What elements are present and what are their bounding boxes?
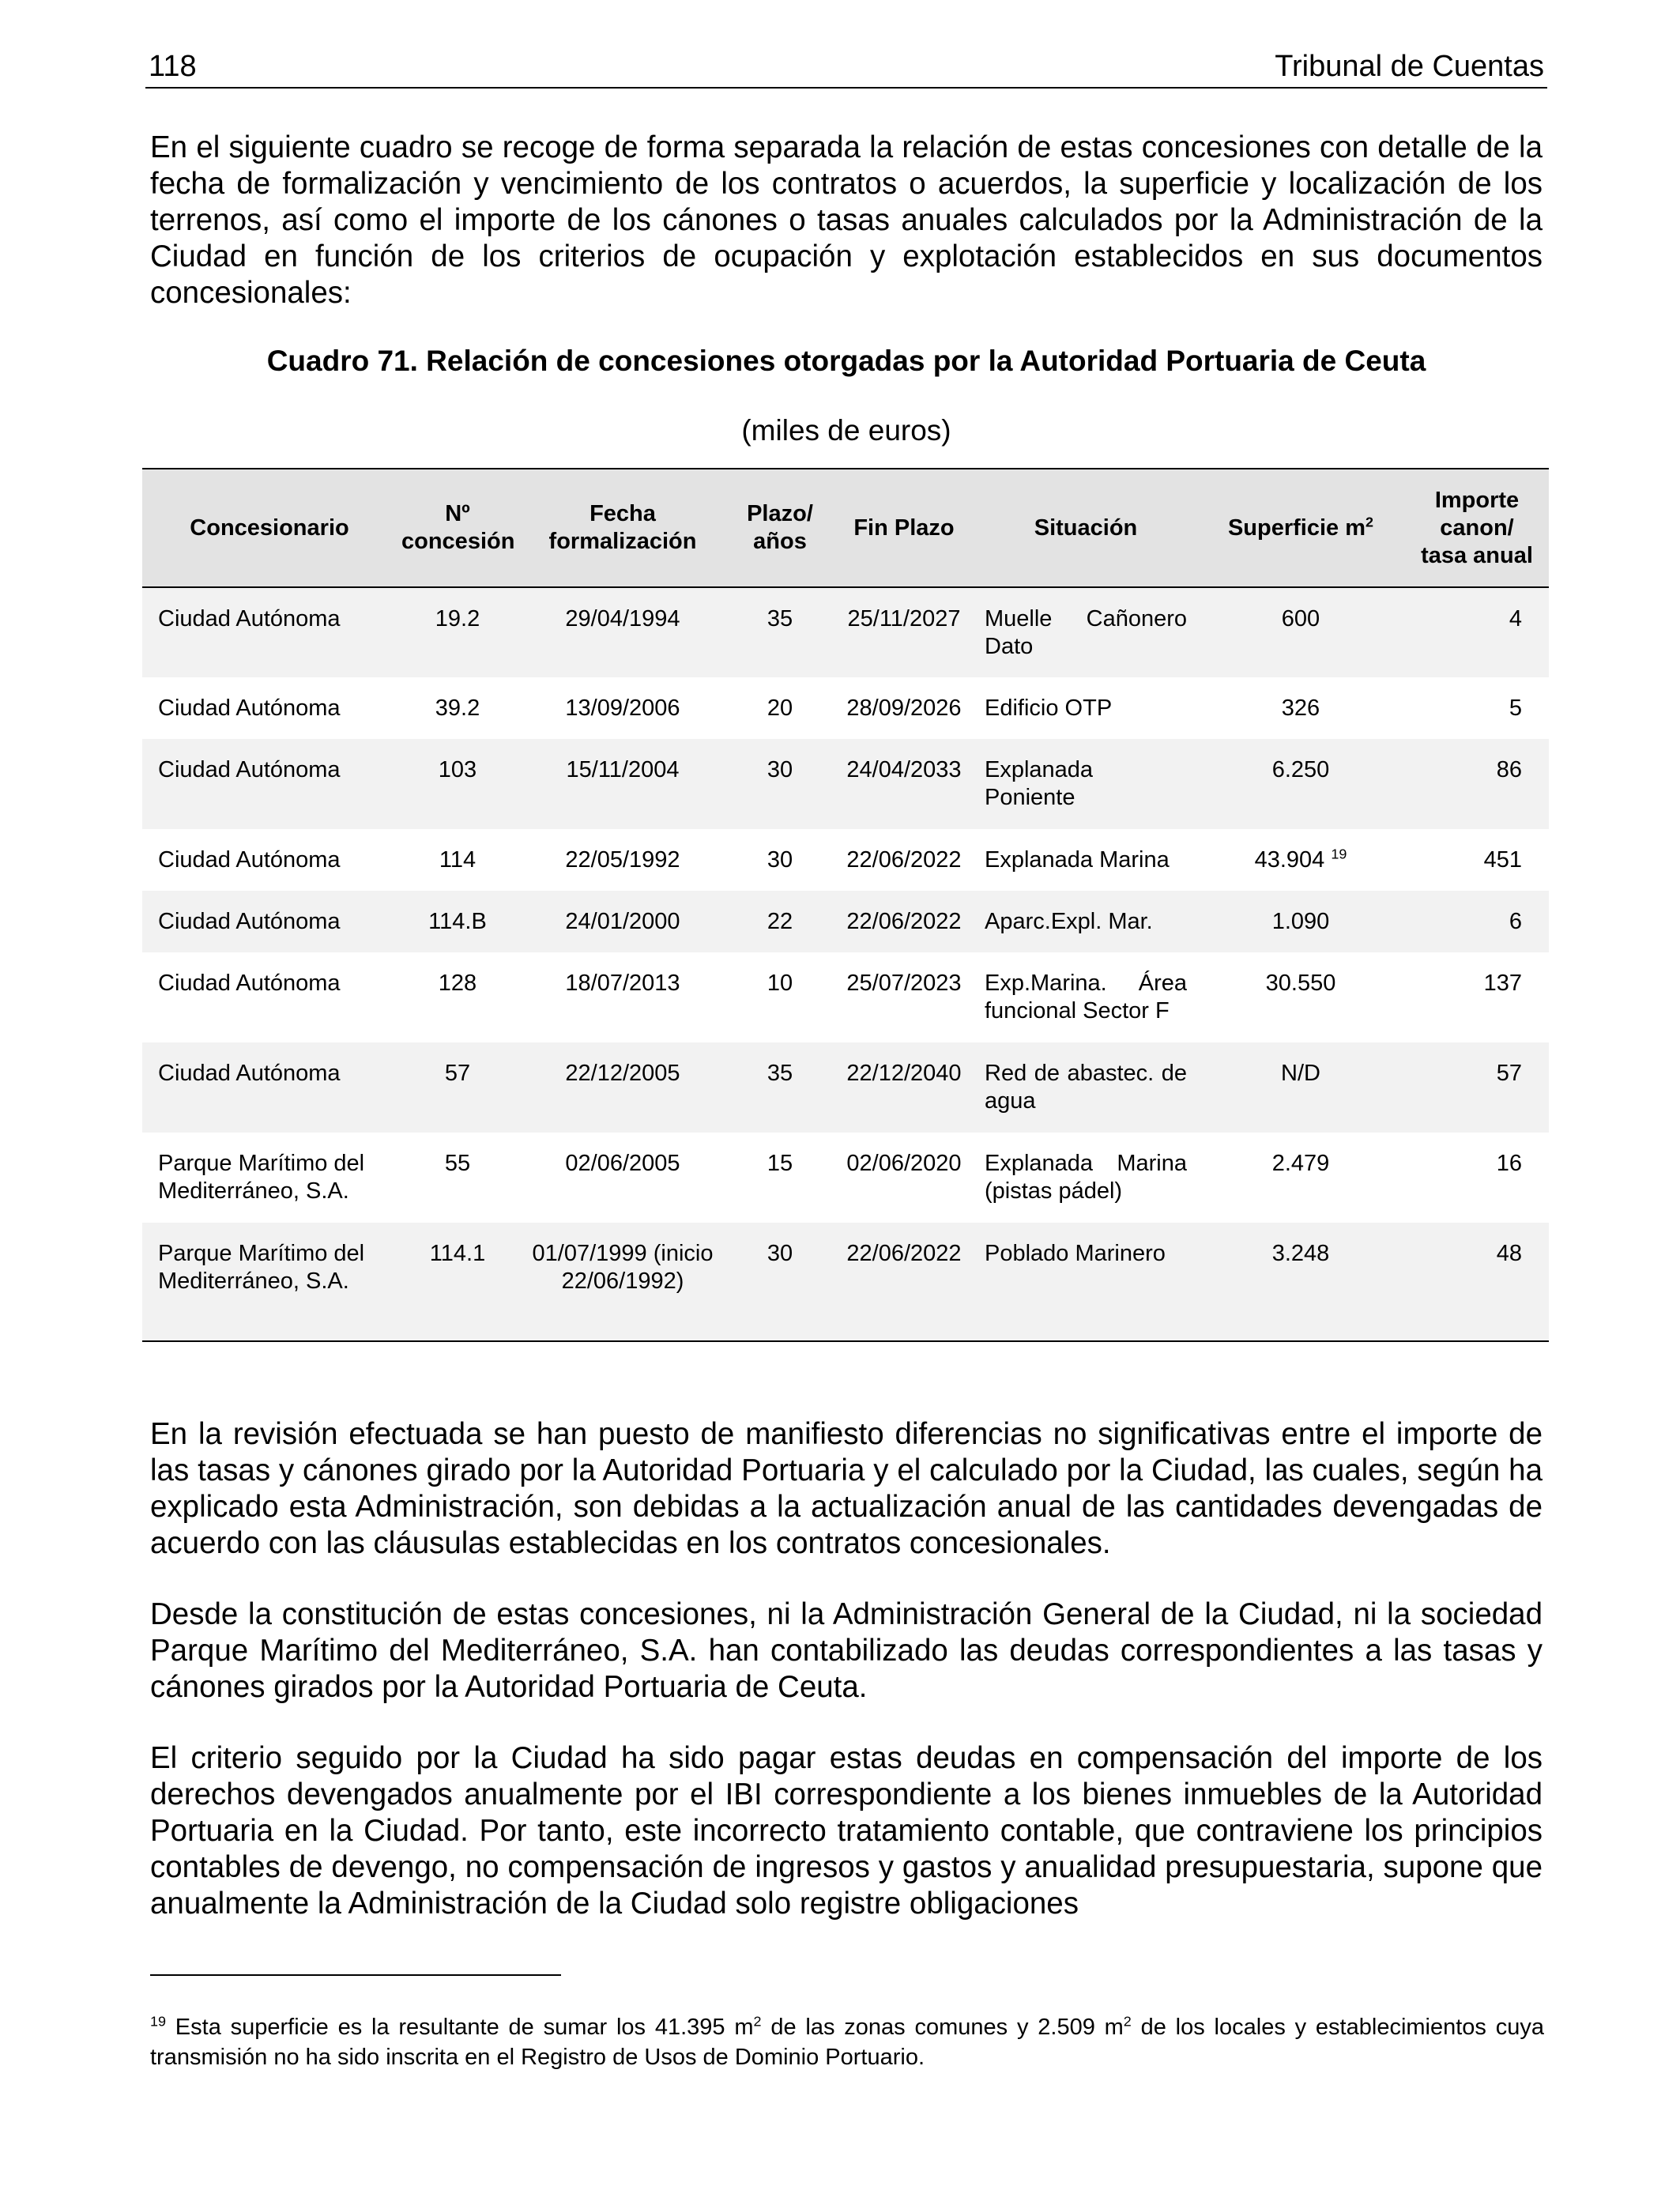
header-importe: Importe canon/ tasa anual [1405, 469, 1549, 587]
cell-fecha: 02/06/2005 [565, 1151, 680, 1176]
cell-situacion: Explanada Marina [985, 847, 1170, 873]
cell-superficie: 3.248 [1271, 1241, 1330, 1266]
header-n-concesion: Nº concesión [397, 469, 518, 587]
table-row [142, 739, 1549, 829]
cell-importe: 48 [1496, 1241, 1522, 1266]
cell-n-concesion: 55 [444, 1151, 471, 1176]
cell-fin-plazo: 22/06/2022 [846, 909, 962, 934]
table-row [142, 829, 1549, 891]
table-unit: (miles de euros) [741, 414, 951, 447]
header-concesionario: Concesionario [142, 469, 397, 587]
body-paragraph: En la revisión efectuada se han puesto de manifiesto diferencias no significativas entre el importe de las tasas y cánones girado por la Autoridad Portuaria y el calculado por la Ciudad, las cuales, según ha explicado esta Administración, son debidas a la actualización anual de las cantidades devengadas de acuerdo con las cláusulas establecidas en los contratos concesionales. [150, 1417, 1543, 1560]
cell-fecha: 22/05/1992 [565, 847, 680, 873]
cell-fecha: 18/07/2013 [565, 971, 680, 996]
cell-fin-plazo: 25/11/2027 [847, 606, 961, 631]
cell-plazo: 15 [767, 1151, 793, 1176]
cell-fin-plazo: 24/04/2033 [846, 757, 962, 782]
cell-concesionario: Ciudad Autónoma [158, 696, 341, 721]
cell-situacion: Muelle Cañonero Dato [985, 606, 1187, 659]
footnote: $^{19}$ Esta superficie es la resultante de sumar los 41.395 $m^2$ de las zonas comunes y 2.509 $m^2$ de los locales y establecimientos cuya transmisión no ha sido inscrita en el Registro de Usos de Dominio Portuario. [150, 2013, 1544, 2070]
cell-concesionario: Ciudad Autónoma [158, 909, 341, 934]
table-row [142, 891, 1549, 952]
cell-importe: 4 [1509, 606, 1522, 631]
cell-n-concesion: 39.2 [435, 696, 480, 721]
header-situacion: Situación [975, 469, 1196, 587]
table-row [142, 1223, 1549, 1341]
cell-superficie: 30.550 [1265, 971, 1336, 996]
cell-importe: 5 [1509, 696, 1522, 721]
cell-plazo: 10 [767, 971, 793, 996]
body-paragraph: Desde la constitución de estas concesiones, ni la Administración General de la Ciudad, ni la sociedad Parque Marítimo del Mediterráneo, S.A. han contabilizado las deudas correspondientes a las tasas y cánones girados por la Autoridad Portuaria de Ceuta. [150, 1597, 1543, 1704]
cell-situacion: Exp.Marina. Área funcional Sector F [985, 971, 1187, 1023]
cell-plazo: 30 [767, 757, 793, 782]
cell-situacion: Edificio OTP [985, 696, 1113, 721]
cell-n-concesion: 19.2 [435, 606, 480, 631]
cell-plazo: 35 [767, 1061, 793, 1086]
table-row [142, 1042, 1549, 1133]
cell-fin-plazo: 02/06/2020 [846, 1151, 962, 1176]
cell-fin-plazo: 25/07/2023 [846, 971, 962, 996]
header-title: Tribunal de Cuentas [1275, 50, 1544, 83]
footnote-separator [150, 1974, 561, 1976]
cell-n-concesion: 57 [444, 1061, 471, 1086]
cell-concesionario: Ciudad Autónoma [158, 971, 341, 996]
footnote-ref[interactable]: 19 [1331, 846, 1347, 862]
cell-concesionario: Ciudad Autónoma [158, 757, 341, 782]
cell-concesionario: Parque Marítimo del Mediterráneo, S.A. [158, 1241, 365, 1294]
cell-fecha: 15/11/2004 [566, 757, 680, 782]
table-row [142, 587, 1549, 677]
page-header [145, 46, 1547, 89]
cell-fecha: 13/09/2006 [565, 696, 680, 721]
intro-paragraph: En el siguiente cuadro se recoge de forma separada la relación de estas concesiones con detalle de la fecha de formalización y vencimiento de los contratos o acuerdos, la superficie y localización de los terrenos, así como el importe de los cánones o tasas anuales calculados por la Administración de la Ciudad en función de los criterios de ocupación y explotación establecidos en sus documentos concesionales: [150, 130, 1543, 310]
cell-fecha: 29/04/1994 [565, 606, 680, 631]
cell-plazo: 20 [767, 696, 793, 721]
cell-importe: 451 [1483, 847, 1522, 873]
cell-superficie: 326 [1281, 696, 1320, 721]
footnote-number: 19 [150, 2013, 166, 2030]
cell-n-concesion: 114.1 [429, 1241, 486, 1266]
header-fin-plazo: Fin Plazo [833, 469, 975, 587]
cell-importe: 86 [1496, 757, 1522, 782]
cell-plazo: 35 [767, 606, 793, 631]
header-fecha: Fecha formalización [518, 469, 727, 587]
cell-superficie: 43.904 $^{19}$ [1254, 846, 1347, 873]
cell-fecha: 01/07/1999 (inicio 22/06/1992) [532, 1241, 714, 1294]
cell-concesionario: Ciudad Autónoma [158, 1061, 341, 1086]
table-row [142, 677, 1549, 739]
cell-superficie: 2.479 [1271, 1151, 1330, 1176]
table-row [142, 952, 1549, 1042]
cell-situacion: Explanada Marina (pistas pádel) [985, 1151, 1187, 1204]
cell-plazo: 22 [767, 909, 793, 934]
cell-fin-plazo: 22/12/2040 [846, 1061, 962, 1086]
cell-concesionario: Ciudad Autónoma [158, 606, 341, 631]
body-paragraph: El criterio seguido por la Ciudad ha sido pagar estas deudas en compensación del importe de los derechos devengados anualmente por el IBI correspondiente a los bienes inmuebles de la Autoridad Portuaria en la Ciudad. Por tanto, este incorrecto tratamiento contable, que contraviene los principios contables de devengo, no compensación de ingresos y gastos y anualidad presupuestaria, supone que anualmente la Administración de la Ciudad solo registre obligaciones [150, 1741, 1543, 1921]
cell-concesionario: Parque Marítimo del Mediterráneo, S.A. [158, 1151, 365, 1204]
cell-n-concesion: 114 [439, 847, 477, 873]
cell-superficie: 6.250 [1271, 757, 1330, 782]
table-title: Cuadro 71. Relación de concesiones otorgadas por la Autoridad Portuaria de Ceuta [266, 345, 1426, 377]
cell-n-concesion: 103 [438, 757, 477, 782]
page-number: 118 [149, 50, 197, 83]
cell-situacion: Poblado Marinero [985, 1241, 1166, 1266]
cell-situacion: Red de abastec. de agua [985, 1061, 1187, 1114]
cell-importe: 57 [1496, 1061, 1522, 1086]
concessions-table [142, 468, 1549, 1342]
cell-superficie: 1.090 [1271, 909, 1330, 934]
cell-concesionario: Ciudad Autónoma [158, 847, 341, 873]
cell-importe: 6 [1509, 909, 1522, 934]
header-plazo: Plazo/ años [727, 469, 833, 587]
table-row [142, 1133, 1549, 1223]
cell-n-concesion: 128 [438, 971, 477, 996]
cell-plazo: 30 [767, 847, 793, 873]
cell-n-concesion: 114.B [428, 909, 487, 934]
cell-fecha: 22/12/2005 [565, 1061, 680, 1086]
cell-importe: 137 [1483, 971, 1522, 996]
cell-fin-plazo: 22/06/2022 [846, 847, 962, 873]
cell-situacion: Aparc.Expl. Mar. [985, 909, 1153, 934]
cell-superficie: 600 [1281, 606, 1320, 631]
cell-plazo: 30 [767, 1241, 793, 1266]
cell-superficie: N/D [1281, 1061, 1320, 1086]
cell-situacion: Explanada Poniente [985, 757, 1094, 810]
cell-fecha: 24/01/2000 [565, 909, 680, 934]
cell-fin-plazo: 28/09/2026 [846, 696, 962, 721]
table-header-row [142, 469, 1549, 587]
cell-fin-plazo: 22/06/2022 [846, 1241, 962, 1266]
cell-importe: 16 [1496, 1151, 1522, 1176]
header-superficie: Superficie $m^2$ [1196, 469, 1405, 587]
